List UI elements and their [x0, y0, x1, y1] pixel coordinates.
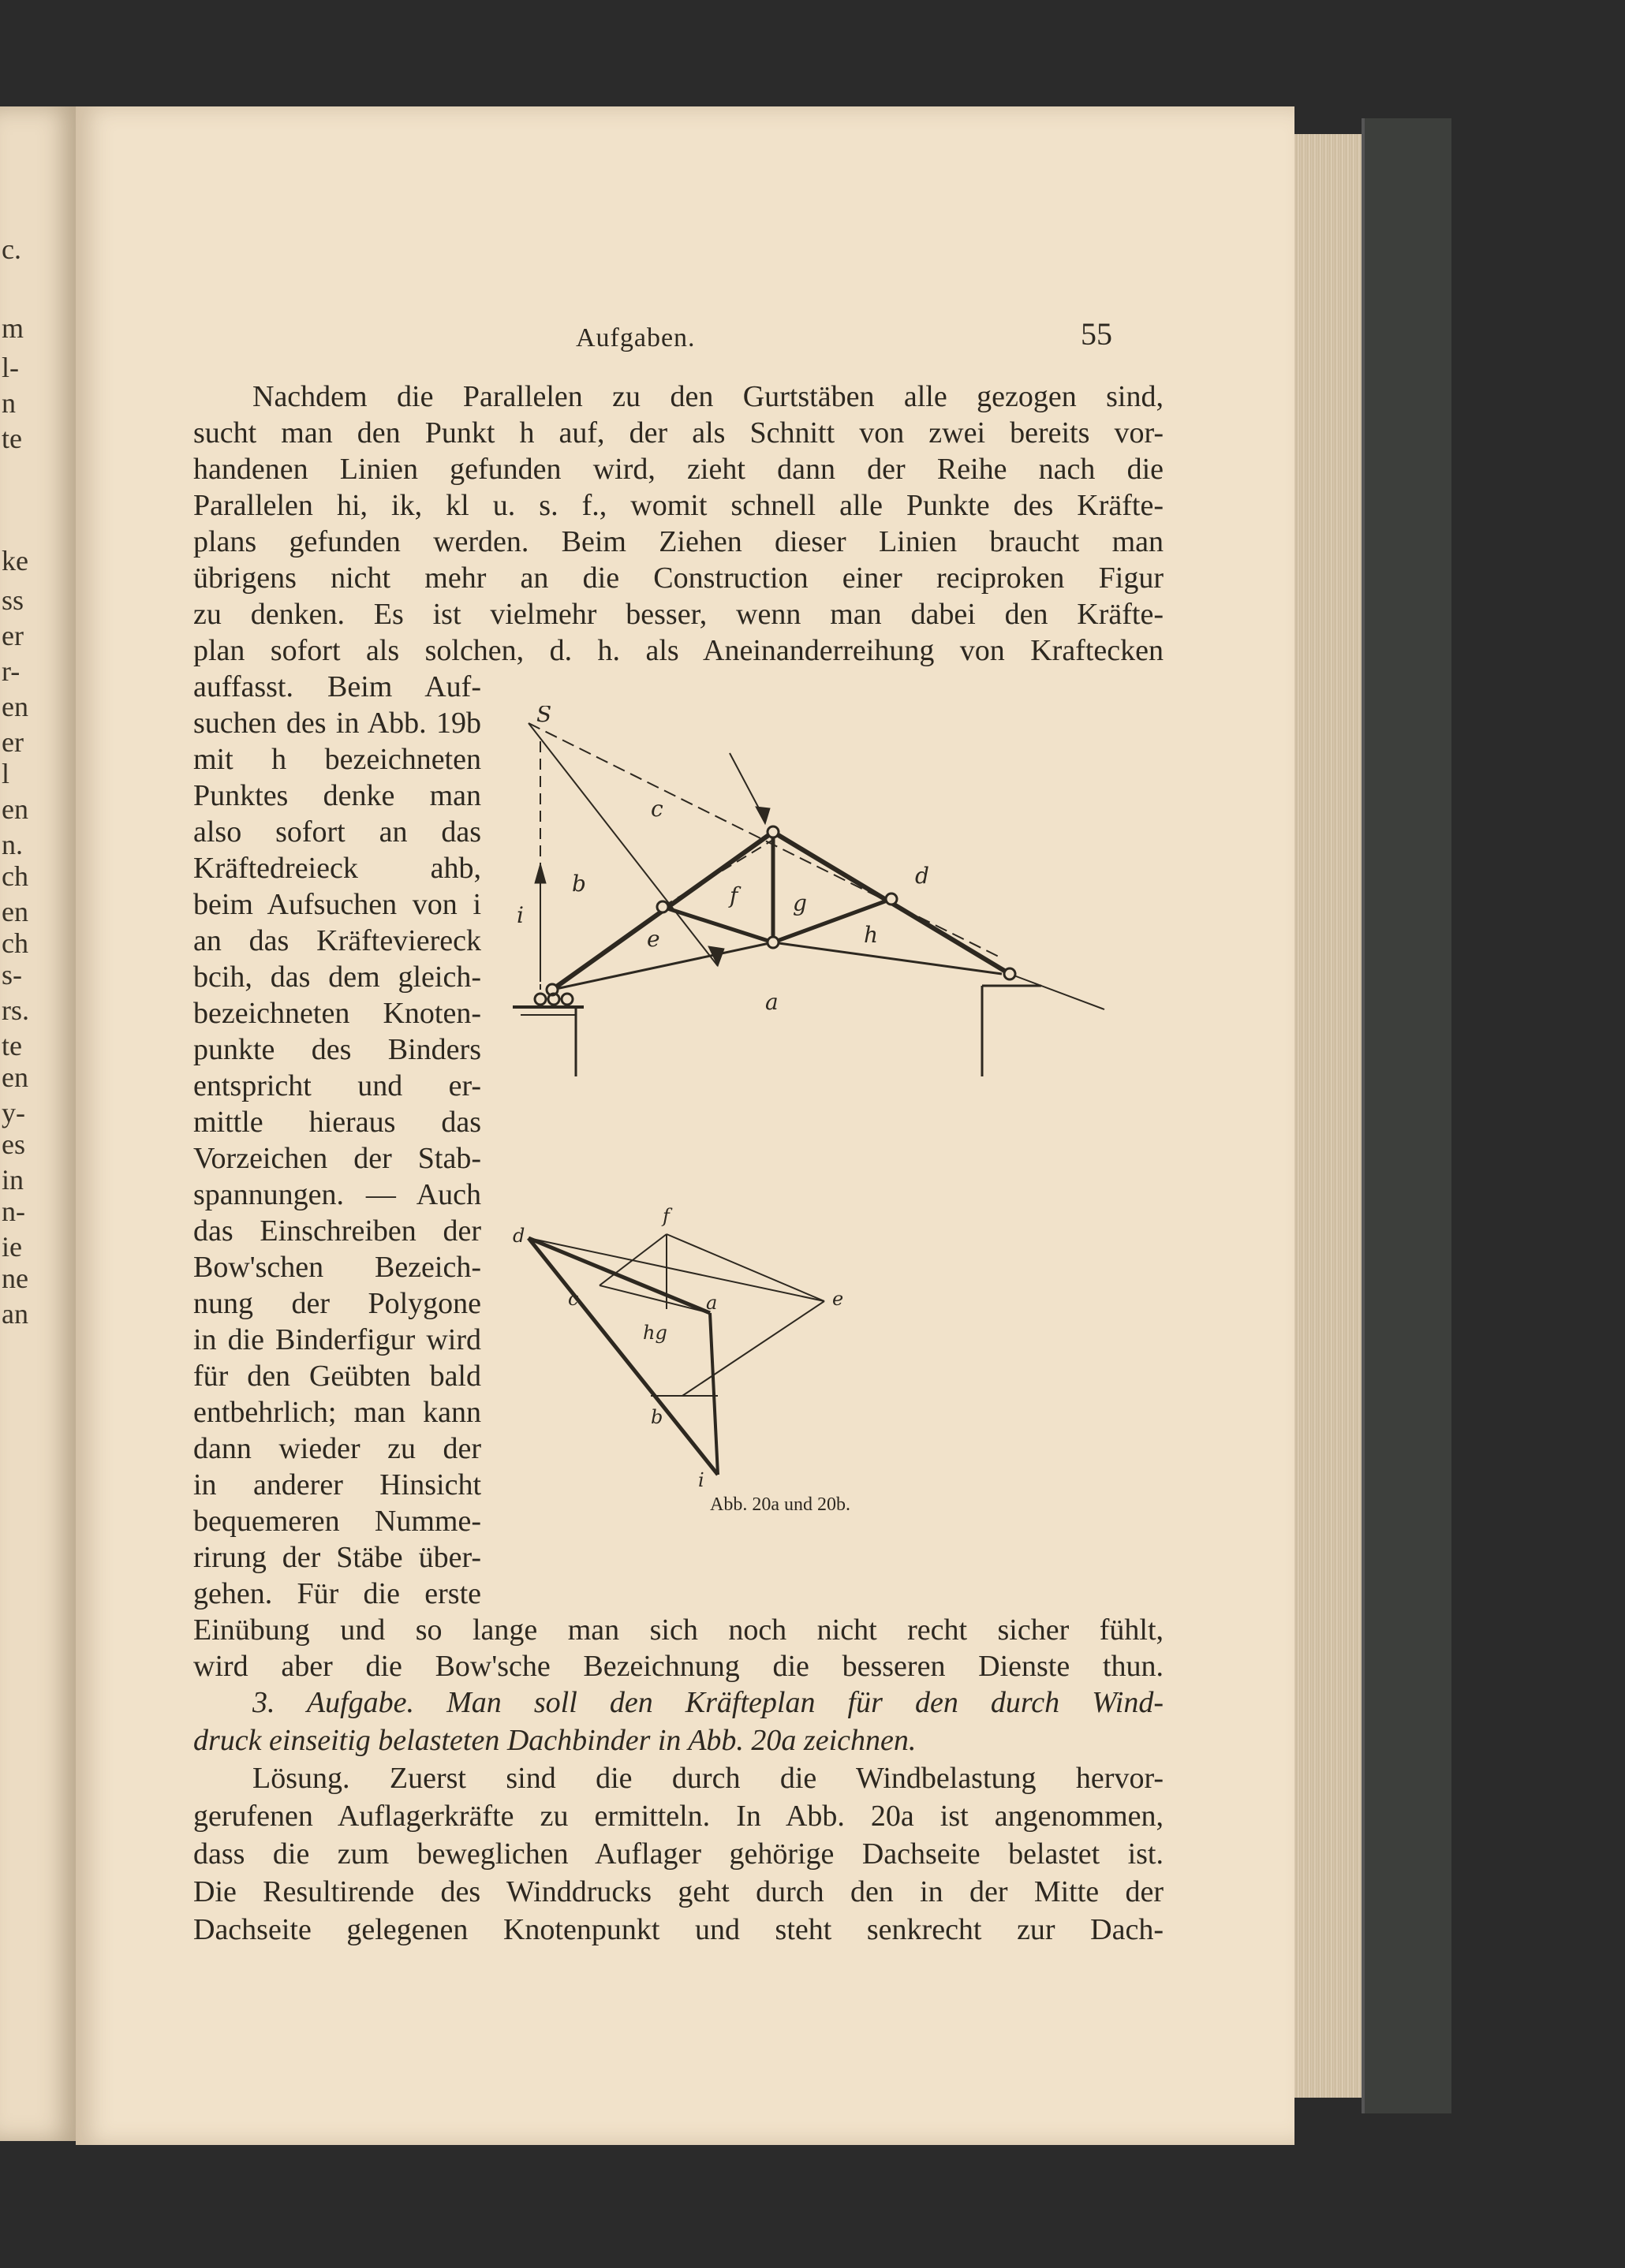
left-page-fragment: en [2, 691, 28, 722]
force-plan-label: i [698, 1469, 704, 1491]
left-page-fragment: s- [2, 959, 22, 990]
left-page-fragment: en [2, 793, 28, 825]
solution-line: Die Resultirende des Winddrucks geht durch den in der Mitte der [193, 1875, 1164, 1908]
roller-icon [535, 994, 546, 1005]
paragraph-line-narrow: beim Aufsuchen von i [193, 888, 481, 921]
paragraph-line: Nachdem die Parallelen zu den Gurtstäben alle gezogen sind, [252, 380, 1164, 413]
solution-line: Dachseite gelegenen Knotenpunkt und steht senkrecht zur Dach- [193, 1913, 1164, 1946]
force-plan-label: a [706, 1292, 718, 1314]
force-plan-label: c [568, 1288, 579, 1310]
force-plan-label: b [651, 1406, 663, 1428]
truss-label: b [572, 871, 586, 897]
paragraph-line: zu denken. Es ist vielmehr besser, wenn man dabei den Kräfte- [193, 598, 1164, 631]
paragraph-line-narrow: bequemeren Numme- [193, 1505, 481, 1538]
roof-extension [1010, 974, 1104, 1009]
paragraph-line-narrow: für den Geübten bald [193, 1360, 481, 1393]
force-plan-label: d [513, 1225, 525, 1247]
truss-label: c [651, 796, 663, 822]
book-cover [1362, 118, 1451, 2113]
left-page-fragment: m [2, 312, 24, 344]
left-page-edge [0, 106, 79, 2141]
left-page-fragment: ch [2, 860, 28, 892]
paragraph-line-narrow: entspricht und er- [193, 1069, 481, 1102]
left-page-fragment: n [2, 387, 16, 419]
left-page-fragment: er [2, 620, 24, 651]
force-plan-label: f [663, 1205, 670, 1227]
left-page-fragment: ke [2, 545, 28, 576]
truss-label: h [864, 922, 879, 948]
dashed-line-s [529, 723, 1002, 958]
left-page-fragment: n- [2, 1196, 25, 1227]
paragraph-line-narrow: Kräftedreieck ahb, [193, 852, 481, 885]
left-page-fragment: l [2, 758, 10, 789]
truss-figure-20a [505, 706, 1128, 1116]
left-page-fragment: y- [2, 1097, 25, 1128]
left-page-fragment: ne [2, 1263, 28, 1294]
paragraph-line: plans gefunden werden. Beim Ziehen dieser Linien braucht man [193, 525, 1164, 558]
truss-label: a [765, 989, 779, 1015]
figure-caption: Abb. 20a und 20b. [710, 1494, 850, 1515]
truss-label: i [517, 902, 524, 928]
paragraph-line-narrow: gehen. Für die erste [193, 1577, 481, 1610]
paragraph-line-narrow: Punktes denke man [193, 779, 481, 812]
truss-label: g [793, 890, 807, 916]
task-line: druck einseitig belasteten Dachbinder in Abb. 20a zeichnen. [193, 1724, 917, 1757]
paragraph-line-narrow: mit h bezeichneten [193, 743, 481, 776]
paragraph-line: Einübung und so lange man sich noch nicht recht sicher fühlt, [193, 1613, 1164, 1647]
paragraph-line: plan sofort als solchen, d. h. als Aneinanderreihung von Kraftecken [193, 634, 1164, 667]
force-line-d-i [529, 1238, 718, 1475]
paragraph-line-narrow: in anderer Hinsicht [193, 1468, 481, 1501]
truss-label: e [647, 926, 660, 952]
left-page-fragment: an [2, 1298, 28, 1330]
solution-line: Lösung. Zuerst sind die durch die Windbelastung hervor- [252, 1762, 1164, 1795]
paragraph-line: Parallelen hi, ik, kl u. s. f., womit schnell alle Punkte des Kräfte- [193, 489, 1164, 522]
left-page-fragment: ss [2, 584, 24, 616]
left-page-fragment: er [2, 726, 24, 758]
paragraph-line-narrow: also sofort an das [193, 815, 481, 849]
left-page-fragment: es [2, 1128, 25, 1160]
force-plan-label: hg [643, 1322, 667, 1344]
paragraph-line: übrigens nicht mehr an die Construction einer reciproken Figur [193, 561, 1164, 595]
paragraph-line-narrow: bcih, das dem gleich- [193, 961, 481, 994]
paragraph-line-narrow: an das Kräfteviereck [193, 924, 481, 957]
left-page-fragment: r- [2, 655, 21, 687]
force-plan-label: e [832, 1288, 844, 1310]
paragraph-line-narrow: in die Binderfigur wird [193, 1323, 481, 1356]
paragraph-line: sucht man den Punkt h auf, der als Schnitt von zwei bereits vor- [193, 416, 1164, 449]
left-page-fragment: c. [2, 233, 21, 265]
left-page-fragment: te [2, 1030, 22, 1061]
wind-resultant-line [529, 723, 718, 966]
truss-label: S [536, 706, 552, 727]
paragraph-line-narrow: mittle hieraus das [193, 1106, 481, 1139]
left-page-fragment: en [2, 1061, 28, 1093]
paragraph-line-narrow: spannungen. — Auch [193, 1178, 481, 1211]
left-page-fragment: te [2, 423, 22, 454]
left-page-fragment: ie [2, 1231, 22, 1263]
left-page-fragment: n. [2, 829, 23, 860]
paragraph-line: wird aber die Bow'sche Bezeichnung die besseren Dienste thun. [193, 1650, 1164, 1683]
reaction-arrow-icon [535, 864, 546, 883]
left-page-fragment: en [2, 896, 28, 927]
task-line: 3. Aufgabe. Man soll den Kräfteplan für den durch Wind- [252, 1686, 1164, 1719]
page-number: 55 [1081, 316, 1112, 352]
left-page-fragment: rs. [2, 994, 29, 1026]
solution-line: dass die zum beweglichen Auflager gehörige Dachseite belastet ist. [193, 1837, 1164, 1871]
paragraph-line-narrow: suchen des in Abb. 19b [193, 707, 481, 740]
paragraph-line-narrow: Bow'schen Bezeich- [193, 1251, 481, 1284]
solution-line: gerufenen Auflagerkräfte zu ermitteln. In Abb. 20a ist angenommen, [193, 1800, 1164, 1833]
paragraph-line: handenen Linien gefunden wird, zieht dann der Reihe nach die [193, 453, 1164, 486]
paragraph-line-narrow: bezeichneten Knoten- [193, 997, 481, 1030]
running-title: Aufgaben. [576, 323, 696, 353]
truss-label: d [915, 863, 929, 889]
page-header [576, 315, 1112, 363]
left-page-fragment: ch [2, 927, 28, 959]
paragraph-line-narrow: auffasst. Beim Auf- [193, 670, 481, 703]
paragraph-line-narrow: dann wieder zu der [193, 1432, 481, 1465]
truss-label: f [730, 882, 738, 908]
paragraph-line-narrow: das Einschreiben der [193, 1214, 481, 1248]
paragraph-line-narrow: punkte des Binders [193, 1033, 481, 1066]
diagonal-left [663, 907, 773, 942]
paragraph-line-narrow: nung der Polygone [193, 1287, 481, 1320]
paragraph-line-narrow: rirung der Stäbe über- [193, 1541, 481, 1574]
paragraph-line-narrow: entbehrlich; man kann [193, 1396, 481, 1429]
page-stack-edges [1294, 134, 1362, 2098]
left-page-fragment: in [2, 1164, 24, 1196]
force-plan-figure-20b [505, 1199, 876, 1498]
paragraph-line-narrow: Vorzeichen der Stab- [193, 1142, 481, 1175]
left-page-fragment: l- [2, 352, 19, 383]
